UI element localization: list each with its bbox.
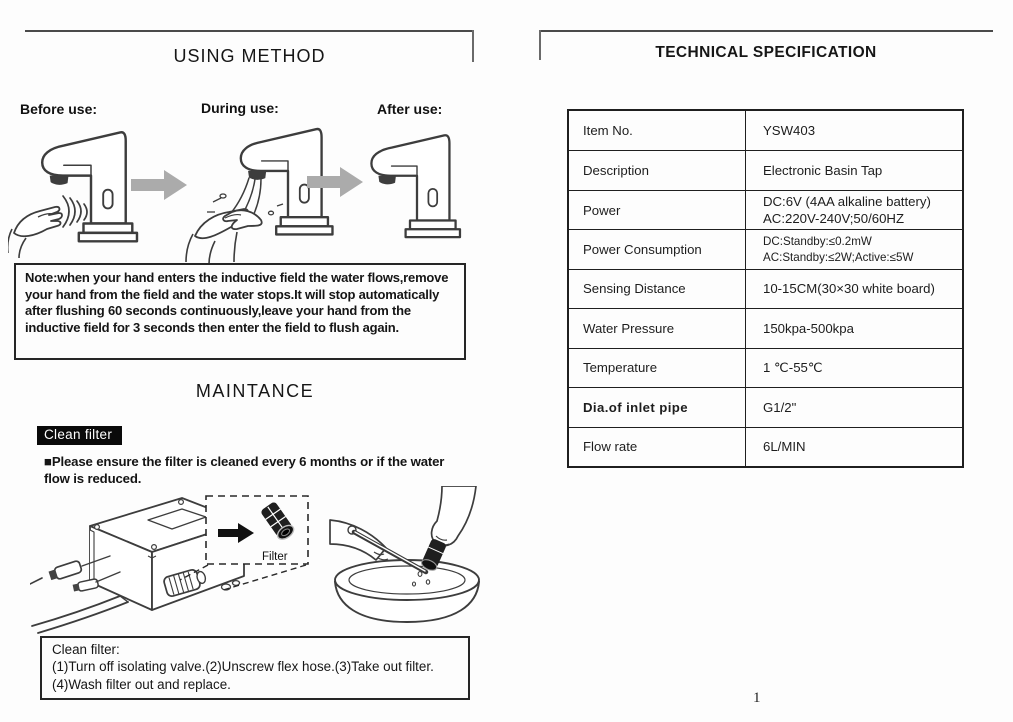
hands-washing-icon	[186, 209, 262, 264]
spec-label: Flow rate	[569, 428, 746, 466]
table-row	[569, 229, 962, 268]
spec-value: 10-15CM(30×30 white board)	[763, 281, 935, 297]
clean-filter-box-steps: (1)Turn off isolating valve.(2)Unscrew flex hose.(3)Take out filter.(4)Wash filter out and replace.	[52, 659, 434, 692]
note-box: Note:when your hand enters the inductive field the water flows,remove your hand from the field and the water stops.It will stop automatically after flushing 60 seconds continuously,leave your hand from the inductive field for 3 seconds then enter the field to flush again.	[14, 263, 466, 360]
filter-label: Filter	[262, 551, 288, 563]
table-row	[569, 190, 962, 229]
spec-label: Description	[569, 151, 746, 189]
step-label-during: During use:	[201, 100, 279, 116]
spec-label: Power Consumption	[569, 230, 746, 268]
table-row	[569, 348, 962, 387]
clean-filter-box-title: Clean filter:	[52, 642, 120, 657]
technical-specification-title: TECHNICAL SPECIFICATION	[655, 44, 877, 61]
spec-value: Electronic Basin Tap	[763, 163, 883, 179]
table-row	[569, 387, 962, 426]
right-header-rule	[539, 30, 993, 32]
maintance-title: MAINTANCE	[195, 381, 315, 401]
table-row	[569, 150, 962, 189]
spec-value: 6L/MIN	[763, 439, 806, 455]
arrow-right-icon	[307, 167, 363, 197]
hand-icon	[8, 207, 62, 258]
clean-filter-tag: Clean filter	[37, 426, 122, 445]
table-row	[569, 269, 962, 308]
clean-filter-bullet: ■Please ensure the filter is cleaned every 6 months or if the water flow is reduced.	[44, 454, 445, 487]
arrow-right-icon	[131, 170, 187, 200]
spec-value: YSW403	[763, 123, 816, 139]
spec-label: Temperature	[569, 349, 746, 387]
maintenance-illustration	[30, 486, 480, 634]
spec-label: Sensing Distance	[569, 270, 746, 308]
spec-value: 1 ℃-55℃	[763, 360, 823, 376]
clean-filter-box	[40, 636, 470, 700]
spec-table	[567, 109, 964, 468]
spec-value: G1/2"	[763, 399, 797, 415]
faucet-icon	[371, 135, 460, 237]
spec-label: Power	[569, 191, 746, 229]
hand-holding-filter-icon	[420, 486, 476, 572]
after-use-illustration	[356, 119, 486, 254]
table-row	[569, 111, 962, 150]
table-row	[569, 427, 962, 466]
spec-label: Water Pressure	[569, 309, 746, 347]
table-row	[569, 308, 962, 347]
left-header-rule	[25, 30, 474, 32]
spec-label: Item No.	[569, 111, 746, 150]
spec-value: DC:Standby:≤0.2mW AC:Standby:≤2W;Active:≤5W	[763, 235, 914, 264]
spec-label: Dia.of inlet pipe	[569, 388, 746, 426]
wash-basin-illustration	[330, 486, 479, 622]
spec-value: 150kpa-500kpa	[763, 320, 854, 336]
using-method-title: USING METHOD	[173, 46, 326, 66]
page-number: 1	[753, 690, 761, 706]
step-label-after: After use:	[377, 101, 443, 117]
spec-value: DC:6V (4AA alkaline battery) AC:220V-240V;50/60HZ	[763, 193, 931, 227]
step-label-before: Before use:	[20, 101, 98, 117]
